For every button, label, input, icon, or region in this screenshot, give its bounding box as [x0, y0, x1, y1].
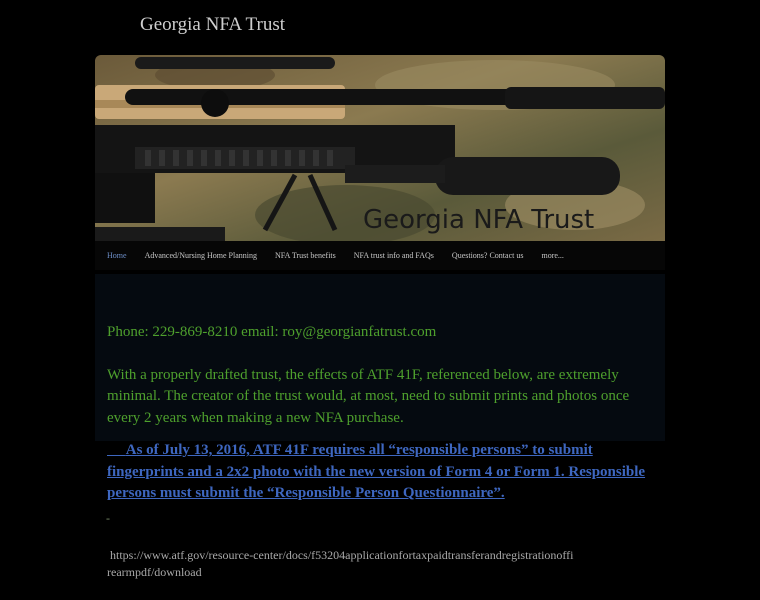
banner-caption: Georgia NFA Trust	[363, 205, 595, 235]
nav-item-trust-benefits[interactable]: NFA Trust benefits	[275, 251, 336, 260]
nav-item-more[interactable]: more...	[541, 251, 564, 260]
nav-item-home[interactable]: Home	[107, 251, 127, 260]
main-navigation	[95, 241, 665, 270]
nav-item-contact[interactable]: Questions? Contact us	[451, 251, 524, 260]
atf-notice-text[interactable]: As of July 13, 2016, ATF 41F requires all “responsible persons” to submit fingerprints and a 2x2 photo with the new version of Form 4 or Form 1. Responsible persons must submit the “Responsible Person Questionnaire”.	[107, 442, 646, 501]
atf-url: https://www.atf.gov/resource-center/docs/f53204applicationfortaxpaidtransferandregistrationoffirearmpdf/download	[107, 548, 574, 579]
atf-notice-link[interactable]	[107, 440, 659, 505]
main-content	[107, 322, 657, 429]
contact-info: Phone: 229-869-8210 email: roy@georgianfatrust.com	[107, 324, 437, 340]
nav-item-advanced-planning[interactable]: Advanced/Nursing Home Planning	[144, 251, 257, 260]
atf-url-text	[107, 547, 577, 580]
separator-dash: -	[106, 511, 110, 525]
header-banner-image	[95, 55, 665, 241]
intro-paragraph: With a properly drafted trust, the effects of ATF 41F, referenced below, are extremely minimal. The creator of the trust would, at most, need to submit prints and photos once every 2 years when making a new NFA purchase.	[107, 366, 630, 426]
site-title[interactable]: Georgia NFA Trust	[140, 14, 285, 35]
rifle-photo	[95, 55, 665, 241]
nav-item-trust-info-faqs[interactable]: NFA trust info and FAQs	[353, 251, 434, 260]
